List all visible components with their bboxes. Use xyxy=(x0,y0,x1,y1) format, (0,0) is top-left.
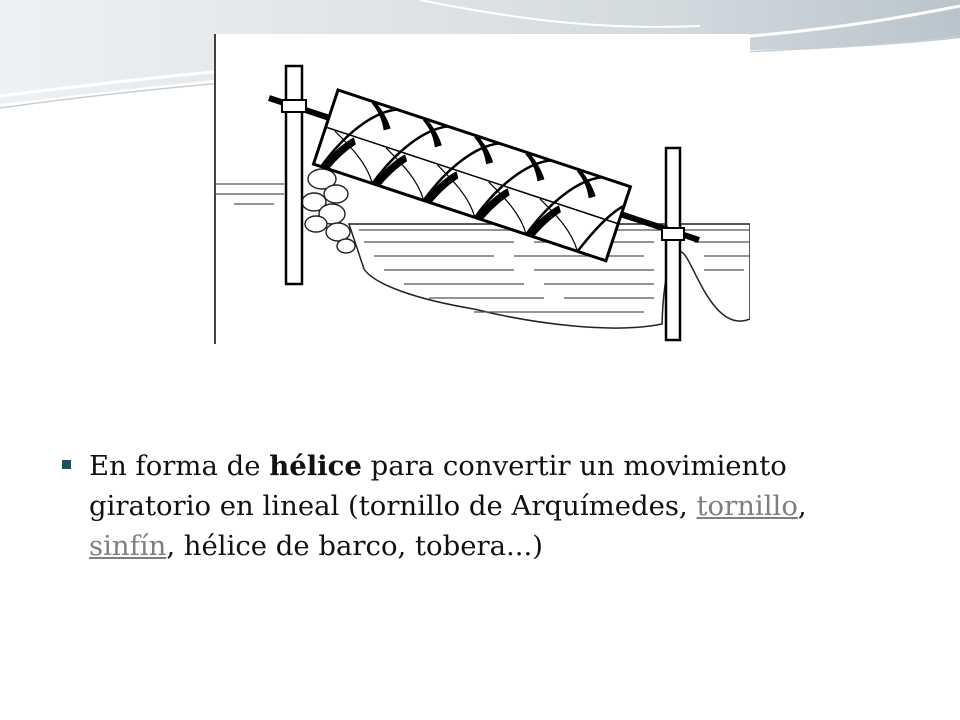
square-bullet-icon xyxy=(62,460,71,469)
bullet-text-part2: para convertir un movimiento giratorio en lineal (tornillo de Arquímedes, xyxy=(89,450,787,522)
archimedes-screw-figure xyxy=(214,34,750,344)
bullet-text-part3: , xyxy=(797,490,807,522)
bullet-item xyxy=(62,446,882,566)
archimedes-screw-drawing-icon xyxy=(214,34,750,344)
bullet-bold-term: hélice xyxy=(269,450,362,482)
link-sinfin[interactable]: sinfín xyxy=(89,530,167,562)
bullet-text-part4: , hélice de barco, tobera...) xyxy=(166,530,543,562)
link-tornillo[interactable]: tornillo xyxy=(696,490,798,522)
bullet-text-part1: En forma de xyxy=(89,450,270,482)
bullet-paragraph xyxy=(89,446,882,566)
